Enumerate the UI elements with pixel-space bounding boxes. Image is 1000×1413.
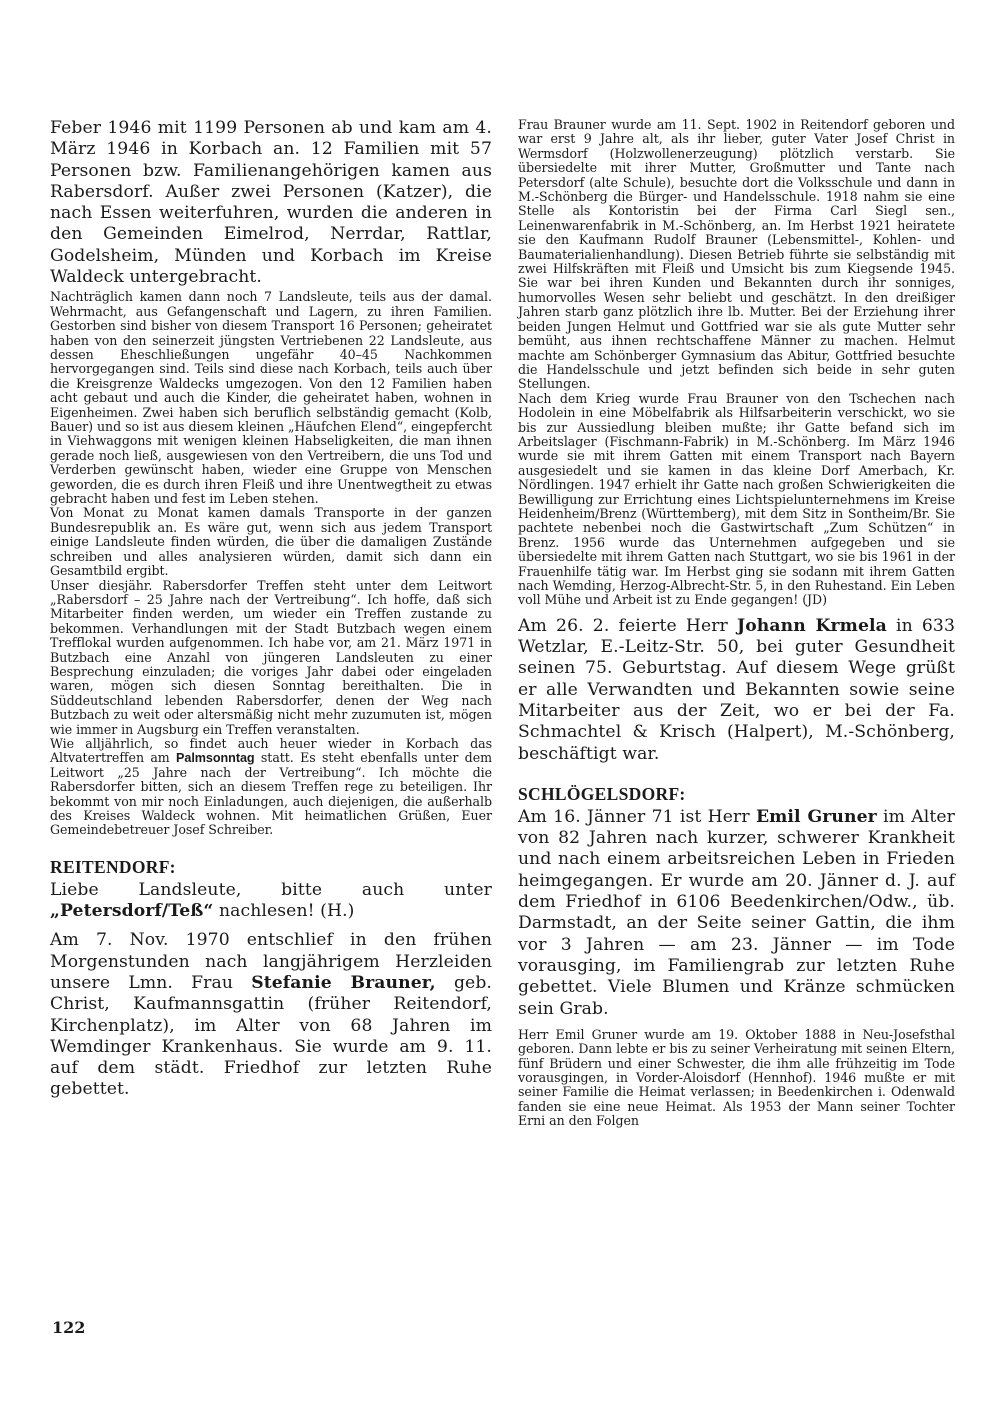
left-column bbox=[50, 118, 492, 1101]
paragraph-altvater-meeting: Wie alljährlich, so findet auch heuer wieder in Korbach das Altvatertreffen am Palmsonntag statt. Es steht ebenfalls unter dem Leitwort „25 Jahre nach der Vertreibung“. Ich möchte die Rabersdorfer bitten, sich an diesem Treffen rege zu beteiligen. Ihr bekommt von mir noch Einladungen, auch diejenigen, die außerhalb des Kreises Waldeck wohnen. Mit heimatlichen Grüßen, Euer Gemeindebetreuer Josef Schreiber. bbox=[50, 735, 492, 838]
paragraph-rabersdorf-meeting: Unser diesjähr. Rabersdorfer Treffen steht unter dem Leitwort „Rabersdorf – 25 Jahre nach der Vertreibung“. Ich hoffe, daß sich Mitarbeiter finden werden, um wieder ein Treffen zustande zu bekommen. Verhandlungen mit der Stadt Butzbach wegen einem Trefflokal wurden aufgenommen. Ich habe vor, am 21. März 1971 in Butzbach eine Anzahl von jüngeren Landsleuten zu einer Besprechung einzuladen; die voriges Jahr dabei oder eingeladen waren, mögen sich diesen Sonntag bereithalten. Die in Süddeutschland lebenden Rabersdorfer, denen der Weg nach Butzbach zu weit oder altersmäßig nicht mehr zuzumuten ist, mögen wie immer in Augsburg ein Treffen veranstalten. bbox=[50, 577, 492, 737]
palmsonntag-emphasis: Palmsonntag bbox=[176, 751, 255, 766]
section-heading-reitendorf: REITENDORF: bbox=[50, 856, 176, 877]
paragraph-brauner-postwar: Nach dem Krieg wurde Frau Brauner von den Tschechen nach Hodolein in eine Möbelfabrik als Hilfsarbeiterin verschickt, wo sie bis zur Aussiedlung bleiben mußte; ihr Gatte befand sich im Arbeitslager (Fischmann-Fabrik) in M.-Schönberg. Im März 1946 wurde sie mit ihrem Gatten mit einem Transport nach Bayern ausgesiedelt und sie kamen in das kleine Dorf Amerbach, Kr. Nördlingen. 1947 erhielt ihr Gatte nach großen Schwierigkeiten die Bewilligung zur Errichtung eines Lichtspielunternehmens im Kreise Heidenheim/Brenz (Württemberg), mit dem Sitz in Sontheim/Br. Sie pachtete nebenbei noch die Gastwirtschaft „Zum Schützen“ in Brenz. 1956 wurde das Unternehmen aufgegeben und sie übersiedelte mit ihrem Gatten nach Stuttgart, wo sie bis 1961 in der Frauenhilfe tätig war. Im Herbst ging sie sodann mit ihrem Gatten nach Wemding, Herzog-Albrecht-Str. 5, in den Ruhestand. Ein Leben voll Mühe und Arbeit ist zu Ende gegangen! (JD) bbox=[518, 390, 955, 608]
paragraph-later-arrivals: Nachträglich kamen dann noch 7 Landsleute, teils aus der damal. Wehrmacht, aus Gefangenschaft und Lagern, zu ihren Familien. Gestorben sind bisher von diesem Transport 16 Personen; geheiratet haben von den seinerzeit jüngsten Vertriebenen 22 Landsleute, aus dessen Eheschließungen ungefähr 40–45 Nachkommen hervorgegangen sind. Teils sind diese nach Korbach, teils auch über die Kreisgrenze Waldecks umgezogen. Von den 12 Familien haben acht gebaut und auch die Kinder, die geheiratet haben, wohnen in Eigenheimen. Zwei haben sich beruflich selbständig gemacht (Kolb, Bauer) und so ist aus diesem kleinen „Häufchen Elend“, eingepfercht in Viehwaggons mit wenigen kleinen Habseligkeiten, die man ihnen gerade noch ließ, ausgewiesen von den Vertreibern, die uns Tod und Verderben gewünscht haben, wieder eine Gruppe von Menschen geworden, die es durch ihren Fleiß und ihre Unentwegtheit zu etwas gebracht haben und fest im Leben stehen. bbox=[50, 289, 492, 507]
right-column bbox=[518, 118, 955, 1129]
page-number: 122 bbox=[52, 1318, 86, 1337]
section-heading-schloegelsdorf: SCHLÖGELSDORF: bbox=[518, 783, 686, 804]
name-johann-krmela: Johann Krmela bbox=[737, 615, 887, 636]
petersdorf-reference: „Petersdorf/Teß“ bbox=[50, 901, 214, 922]
name-stefanie-brauner: Stefanie Brauner, bbox=[251, 973, 436, 993]
paragraph-obituary-gruner: Am 16. Jänner 71 ist Herr Emil Gruner im Alter von 82 Jahren nach kurzer, schwerer Krankheit und nach einem arbeitsreichen Leben in Frieden heimgegangen. Er wurde am 20. Jänner d. J. auf dem Friedhof in 6106 Beedenkirchen/Odw., üb. Darmstadt, an der Seite seiner Gattin, die ihm vor 3 Jahren — am 23. Jänner — im Tode vorausging, im Familiengrab zur letzten Ruhe gebettet. Viele Blumen und Kränze schmücken sein Grab. bbox=[518, 806, 955, 1019]
paragraph-transport-arrival: Feber 1946 mit 1199 Personen ab und kam am 4. März 1946 in Korbach an. 12 Familien mit 57 Personen bzw. Familienangehörigen kamen aus Rabersdorf. Außer zwei Personen (Katzer), die nach Essen weiterfuhren, wurden die anderen in den Gemeinden Eimelrod, Nerrdar, Rattlar, Godelsheim, Münden und Korbach im Kreise Waldeck untergebracht. bbox=[50, 118, 492, 288]
name-emil-gruner: Emil Gruner bbox=[755, 806, 877, 827]
paragraph-reitendorf-note: Liebe Landsleute, bitte auch unter „Petersdorf/Teß“ nachlesen! (H.) bbox=[50, 879, 492, 922]
paragraph-obituary-brauner: Am 7. Nov. 1970 entschlief in den frühen Morgenstunden nach langjährigem Herzleiden unsere Lmn. Frau Stefanie Brauner, geb. Christ, Kaufmannsgattin (früher Reitendorf, Kirchenplatz), im Alter von 68 Jahren im Wemdinger Krankenhaus. Sie wurde am 9. 11. auf dem städt. Friedhof zur letzten Ruhe gebettet. bbox=[50, 930, 492, 1100]
paragraph-brauner-biography: Frau Brauner wurde am 11. Sept. 1902 in Reitendorf geboren und war erst 9 Jahre alt, als ihr lieber, guter Vater Josef Christ in Wermsdorf (Holzwollenerzeugung) plötzlich verstarb. Sie übersiedelte mit ihrer Mutter, Großmutter und Tante nach Petersdorf (alte Schule), besuchte dort die Volksschule und dann in M.-Schönberg die Bürger- und Handelsschule. 1918 nahm sie eine Stelle als Kontoristin bei der Firma Carl Siegl sen., Leinenwarenfabrik in M.-Schönberg, an. Im Herbst 1921 heiratete sie den Kaufmann Rudolf Brauner (Lebensmittel-, Kohlen- und Baumaterialienhandlung). Diesen Betrieb führte sie selbständig mit zwei Hilfskräften mit Fleiß und Umsicht bis zum Kiegsende 1945. Sie war bei ihren Kunden und Bekannten durch ihr sonniges, humorvolles Wesen sehr beliebt und geschätzt. In den dreißiger Jahren starb ganz plötzlich ihre lb. Mutter. Bei der Erziehung ihrer beiden Jungen Helmut und Gottfried war sie als gute Mutter sehr bemüht, aus ihnen rechtschaffene Männer zu machen. Helmut machte am Schönberger Gymnasium das Abitur, Gottfried besuchte die Handelsschule und jetzt befinden sich beide in sehr guten Stellungen. bbox=[518, 117, 955, 392]
paragraph-gruner-biography: Herr Emil Gruner wurde am 19. Oktober 1888 in Neu-Josefsthal geboren. Dann lebte er bis zu seiner Verheiratung mit seinen Eltern, fünf Brüdern und einer Schwester, die ihm alle frühzeitig im Tode vorausgingen, in Vorder-Aloisdorf (Hennhof). 1946 mußte er mit seiner Familie die Heimat verlassen; in Beedenkirchen i. Odenwald fanden sie eine neue Heimat. Als 1953 der Mann seiner Tochter Erni an den Folgen bbox=[518, 1026, 955, 1129]
paragraph-krmela-birthday: Am 26. 2. feierte Herr Johann Krmela in 633 Wetzlar, E.-Leitz-Str. 50, bei guter Gesundheit seinen 75. Geburtstag. Auf diesem Wege grüßt er alle Verwandten und Bekannten sowie seine Mitarbeiter aus der Zeit, wo er bei der Fa. Schmachtel & Krisch (Halpert), M.-Schönberg, beschäftigt war. bbox=[518, 615, 955, 764]
paragraph-transports-monthly: Von Monat zu Monat kamen damals Transporte in der ganzen Bundesrepublik an. Es wäre gut, wenn sich aus jedem Transport einige Landsleute finden würden, die über die damaligen Zustände schreiben und alles analysieren würden, damit sich dann ein Gesamtbild ergibt. bbox=[50, 505, 492, 579]
